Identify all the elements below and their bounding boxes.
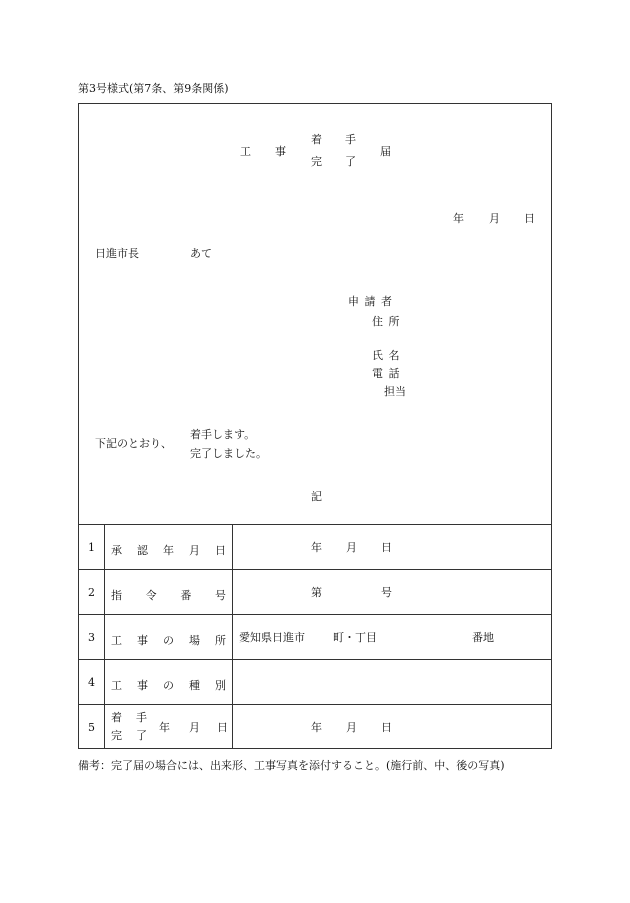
statement-option-start: 着手します。 xyxy=(190,428,256,441)
row-1-label-char: 日 xyxy=(215,544,226,557)
row-1-label-char: 承 xyxy=(111,544,122,557)
row-5-label-month: 月 xyxy=(189,721,200,734)
row-2-label-char: 指 xyxy=(111,589,122,602)
date-month: 月 xyxy=(489,212,500,225)
row-3-label-char: 事 xyxy=(137,634,148,647)
row-3-label xyxy=(111,632,226,648)
form-frame xyxy=(78,103,552,749)
row-3-no: 3 xyxy=(88,631,95,644)
row-5-value-day: 日 xyxy=(381,721,392,734)
table-row-divider-3 xyxy=(78,659,552,660)
table-col-divider-no xyxy=(104,524,105,749)
row-2-no: 2 xyxy=(88,586,95,599)
table-row-divider-4 xyxy=(78,704,552,705)
row-5-label-day: 日 xyxy=(217,721,228,734)
row-4-label-char: 事 xyxy=(137,679,148,692)
statement-option-complete: 完了しました。 xyxy=(190,447,267,460)
date-year: 年 xyxy=(453,212,464,225)
title-stack-bottom-1: 完 xyxy=(311,155,322,168)
row-5-value-year: 年 xyxy=(311,721,322,734)
applicant-address-label: 住 所 xyxy=(372,315,400,328)
row-2-label-char: 号 xyxy=(214,589,226,602)
row-3-label-char: 所 xyxy=(215,634,226,647)
row-5-no: 5 xyxy=(88,721,95,734)
title-todoke: 届 xyxy=(380,145,391,158)
row-1-value-year: 年 xyxy=(311,541,322,554)
title-stack-bottom-2: 了 xyxy=(345,155,356,168)
ki-marker: 記 xyxy=(311,490,322,503)
row-5-label-stack-top-2: 手 xyxy=(136,711,147,724)
title-stack-top-2: 手 xyxy=(345,133,356,146)
footnote: 備考：完了届の場合には、出来形、工事写真を添付すること。(施行前、中、後の写真) xyxy=(78,759,505,772)
row-2-label-char: 令 xyxy=(145,589,157,602)
addressee-name: 日進市長 xyxy=(95,247,139,260)
row-4-label-char: 工 xyxy=(111,679,122,692)
row-4-label-char: 種 xyxy=(189,679,200,692)
row-3-label-char: 場 xyxy=(189,634,200,647)
row-2-value-dai: 第 xyxy=(311,586,322,599)
form-number: 第3号様式(第7条、第9条関係) xyxy=(78,82,229,95)
row-1-label-char: 月 xyxy=(189,544,200,557)
row-5-value-month: 月 xyxy=(346,721,357,734)
statement-lead: 下記のとおり、 xyxy=(95,437,172,450)
applicant-phone-label: 電 話 xyxy=(372,367,400,380)
applicant-contact-label: 担当 xyxy=(384,385,406,398)
row-4-no: 4 xyxy=(88,676,95,689)
row-5-label-stack-bottom-2: 了 xyxy=(136,729,147,742)
table-col-divider-label xyxy=(232,524,233,749)
row-1-label-char: 年 xyxy=(163,544,174,557)
table-row-divider-1 xyxy=(78,569,552,570)
date-day: 日 xyxy=(524,212,535,225)
title-char-1: 工 xyxy=(240,145,251,158)
table-top-line xyxy=(78,524,552,525)
row-1-label-char: 認 xyxy=(137,544,148,557)
row-1-value-day: 日 xyxy=(381,541,392,554)
row-1-value-month: 月 xyxy=(346,541,357,554)
row-2-label-char: 番 xyxy=(180,589,192,602)
row-3-label-char: 工 xyxy=(111,634,122,647)
row-5-label-year: 年 xyxy=(159,721,170,734)
row-3-value-mid: 町・丁目 xyxy=(333,631,377,644)
row-3-value-suffix: 番地 xyxy=(472,631,494,644)
row-4-label-char: の xyxy=(163,679,174,692)
row-2-label xyxy=(111,587,226,603)
addressee-suffix: あて xyxy=(190,247,212,260)
row-5-label-stack-top-1: 着 xyxy=(111,711,122,724)
row-3-value-prefix: 愛知県日進市 xyxy=(239,631,305,644)
row-1-label xyxy=(111,542,226,558)
row-3-label-char: の xyxy=(163,634,174,647)
applicant-heading: 申 請 者 xyxy=(348,295,392,308)
applicant-name-label: 氏 名 xyxy=(372,349,400,362)
title-char-2: 事 xyxy=(275,145,286,158)
table-row-divider-2 xyxy=(78,614,552,615)
row-1-no: 1 xyxy=(88,541,95,554)
row-4-label-char: 別 xyxy=(215,679,226,692)
row-5-label-stack-bottom-1: 完 xyxy=(111,729,122,742)
row-4-label xyxy=(111,677,226,693)
row-2-value-go: 号 xyxy=(381,586,392,599)
title-stack-top-1: 着 xyxy=(311,133,322,146)
